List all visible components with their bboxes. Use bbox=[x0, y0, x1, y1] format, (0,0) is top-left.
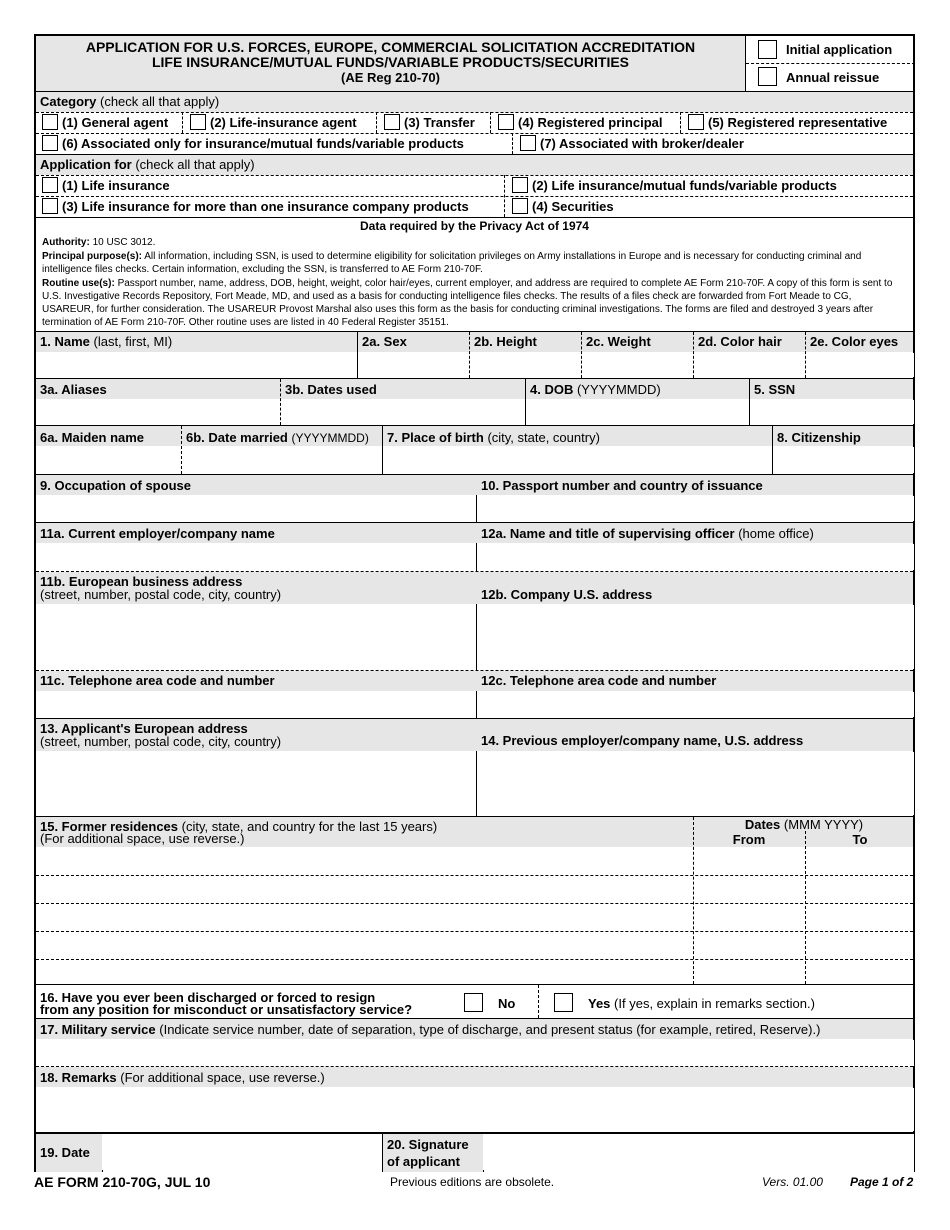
version: Vers. 01.00 bbox=[762, 1175, 823, 1189]
passport-input[interactable] bbox=[478, 496, 914, 521]
field-6a-maiden-name-label: 6a. Maiden name bbox=[40, 430, 145, 445]
date-input[interactable] bbox=[103, 1134, 382, 1172]
european-business-address-input[interactable] bbox=[37, 605, 475, 669]
residence-row-1[interactable] bbox=[37, 848, 692, 874]
category-5-label: (5) Registered representative bbox=[708, 115, 888, 130]
application-for-1-checkbox[interactable] bbox=[42, 177, 58, 193]
field-9-occupation-of-spouse-label: 9. Occupation of spouse bbox=[40, 478, 191, 493]
discharged-no-checkbox[interactable] bbox=[464, 993, 483, 1012]
citizenship-input[interactable] bbox=[774, 447, 914, 473]
form-id: AE FORM 210-70G, JUL 10 bbox=[34, 1174, 211, 1190]
field-15-from-header: From bbox=[732, 832, 766, 847]
us-telephone-input[interactable] bbox=[478, 692, 914, 717]
annual-reissue-label: Annual reissue bbox=[786, 70, 880, 85]
field-7-place-of-birth-label: 7. Place of birth (city, state, country) bbox=[387, 430, 600, 445]
application-for-2-label: (2) Life insurance/mutual funds/variable products bbox=[532, 178, 837, 193]
residence-row-5[interactable] bbox=[37, 961, 692, 983]
field-12b-company-us-address-label: 12b. Company U.S. address bbox=[481, 587, 653, 602]
field-11c-telephone-label: 11c. Telephone area code and number bbox=[40, 673, 275, 688]
field-19-date-label: 19. Date bbox=[40, 1145, 90, 1160]
category-3-label: (3) Transfer bbox=[404, 115, 475, 130]
application-for-1-label: (1) Life insurance bbox=[62, 178, 170, 193]
field-20-signature-label-2: of applicant bbox=[387, 1154, 460, 1169]
obsolete-notice: Previous editions are obsolete. bbox=[390, 1175, 555, 1189]
european-telephone-input[interactable] bbox=[37, 692, 475, 717]
color-eyes-input[interactable] bbox=[807, 353, 914, 377]
form-title bbox=[36, 40, 745, 85]
application-for-2-checkbox[interactable] bbox=[512, 177, 528, 193]
dob-input[interactable] bbox=[527, 400, 748, 424]
annual-reissue-checkbox[interactable] bbox=[758, 67, 777, 86]
field-14-previous-employer-label: 14. Previous employer/company name, U.S. address bbox=[481, 733, 804, 748]
privacy-authority: Authority: 10 USC 3012. bbox=[42, 237, 156, 248]
category-2-checkbox[interactable] bbox=[190, 114, 206, 130]
application-for-4-checkbox[interactable] bbox=[512, 198, 528, 214]
initial-application-label: Initial application bbox=[786, 42, 893, 57]
field-16-question-line-2: from any position for misconduct or unsatisfactory service? bbox=[40, 1002, 413, 1017]
field-2d-color-hair-label: 2d. Color hair bbox=[698, 334, 782, 349]
field-15-former-residences-label: 15. Former residences (city, state, and country for the last 15 years) bbox=[40, 819, 438, 834]
date-married-input[interactable] bbox=[183, 447, 381, 473]
supervising-officer-input[interactable] bbox=[478, 544, 914, 570]
application-for-3-checkbox[interactable] bbox=[42, 198, 58, 214]
residence-row-4[interactable] bbox=[37, 933, 692, 958]
privacy-purpose: Principal purpose(s): All information, including SSN, is used to determine eligibility for solicitation privileges on Army installations in Europe and is necessary for conducting criminal and intelligence files checks. Certain information, excluding the SSN, is transferred to AE Form 210-70F. bbox=[42, 251, 862, 275]
field-3b-dates-used-label: 3b. Dates used bbox=[285, 382, 377, 397]
field-15-dates-header: Dates (MMM YYYY) bbox=[744, 817, 864, 832]
dates-used-input[interactable] bbox=[282, 400, 524, 424]
military-service-input[interactable] bbox=[37, 1040, 914, 1066]
field-16-question-line-1: 16. Have you ever been discharged or forced to resign bbox=[40, 990, 376, 1005]
category-6-checkbox[interactable] bbox=[42, 135, 58, 151]
remarks-input[interactable] bbox=[37, 1088, 914, 1131]
application-for-heading: Application for (check all that apply) bbox=[40, 157, 255, 172]
category-1-label: (1) General agent bbox=[62, 115, 169, 130]
discharged-yes-label: Yes (If yes, explain in remarks section.) bbox=[588, 996, 815, 1011]
field-11b-note: (street, number, postal code, city, country) bbox=[40, 587, 282, 602]
discharged-no-label: No bbox=[498, 996, 516, 1011]
title-line-2: LIFE INSURANCE/MUTUAL FUNDS/VARIABLE PRODUCTS/SECURITIES bbox=[151, 54, 630, 70]
field-11b-european-business-address-label: 11b. European business address bbox=[40, 574, 243, 589]
residence-row-2[interactable] bbox=[37, 877, 692, 902]
category-7-label: (7) Associated with broker/dealer bbox=[540, 136, 744, 151]
category-3-checkbox[interactable] bbox=[384, 114, 400, 130]
field-2b-height-label: 2b. Height bbox=[474, 334, 537, 349]
category-6-label: (6) Associated only for insurance/mutual funds/variable products bbox=[62, 136, 464, 151]
category-1-checkbox[interactable] bbox=[42, 114, 58, 130]
field-11a-current-employer-label: 11a. Current employer/company name bbox=[40, 526, 275, 541]
ssn-input[interactable] bbox=[751, 400, 914, 424]
field-12c-telephone-label: 12c. Telephone area code and number bbox=[481, 673, 717, 688]
height-input[interactable] bbox=[471, 353, 580, 377]
applicant-european-address-input[interactable] bbox=[37, 752, 475, 815]
privacy-heading: Data required by the Privacy Act of 1974 bbox=[360, 219, 589, 233]
field-4-dob-label: 4. DOB (YYYYMMDD) bbox=[530, 382, 661, 397]
company-us-address-input[interactable] bbox=[478, 605, 914, 669]
initial-application-checkbox[interactable] bbox=[758, 40, 777, 59]
field-18-remarks-label: 18. Remarks (For additional space, use reverse.) bbox=[40, 1070, 325, 1085]
field-10-passport-label: 10. Passport number and country of issuance bbox=[481, 478, 763, 493]
field-2e-color-eyes-label: 2e. Color eyes bbox=[810, 334, 899, 349]
category-heading: Category (check all that apply) bbox=[40, 94, 220, 109]
field-6b-date-married-label: 6b. Date married (YYYYMMDD) bbox=[186, 430, 369, 445]
signature-input[interactable] bbox=[484, 1134, 914, 1172]
category-2-label: (2) Life-insurance agent bbox=[210, 115, 357, 130]
field-15-note: (For additional space, use reverse.) bbox=[40, 831, 245, 846]
title-line-1: APPLICATION FOR U.S. FORCES, EUROPE, COMMERCIAL SOLICITATION ACCREDITATION bbox=[85, 39, 696, 55]
field-20-signature-label: 20. Signature bbox=[387, 1137, 469, 1152]
field-12a-supervising-officer-label: 12a. Name and title of supervising officer (home office) bbox=[481, 526, 814, 541]
field-3a-aliases-label: 3a. Aliases bbox=[40, 382, 107, 397]
maiden-name-input[interactable] bbox=[37, 447, 180, 473]
color-hair-input[interactable] bbox=[695, 353, 804, 377]
category-5-checkbox[interactable] bbox=[688, 114, 704, 130]
category-4-checkbox[interactable] bbox=[498, 114, 514, 130]
application-for-4-label: (4) Securities bbox=[532, 199, 614, 214]
field-8-citizenship-label: 8. Citizenship bbox=[777, 430, 861, 445]
field-15-to-header: To bbox=[852, 832, 868, 847]
field-1-name-label: 1. Name (last, first, MI) bbox=[40, 334, 173, 349]
category-4-label: (4) Registered principal bbox=[518, 115, 663, 130]
sex-input[interactable] bbox=[359, 353, 468, 377]
field-2c-weight-label: 2c. Weight bbox=[586, 334, 651, 349]
occupation-of-spouse-input[interactable] bbox=[37, 496, 475, 521]
field-2a-sex-label: 2a. Sex bbox=[362, 334, 407, 349]
header-title-block bbox=[36, 36, 745, 91]
discharged-yes-checkbox[interactable] bbox=[554, 993, 573, 1012]
residence-row-3[interactable] bbox=[37, 905, 692, 930]
aliases-input[interactable] bbox=[37, 400, 279, 424]
previous-employer-input[interactable] bbox=[478, 752, 914, 815]
place-of-birth-input[interactable] bbox=[384, 447, 771, 473]
current-employer-input[interactable] bbox=[37, 544, 475, 570]
application-for-3-label: (3) Life insurance for more than one insurance company products bbox=[62, 199, 469, 214]
page-number: Page 1 of 2 bbox=[850, 1175, 914, 1189]
name-input[interactable] bbox=[37, 353, 356, 377]
field-5-ssn-label: 5. SSN bbox=[754, 382, 796, 397]
weight-input[interactable] bbox=[583, 353, 692, 377]
field-17-military-service-label: 17. Military service (Indicate service number, date of separation, type of discharge, and present status (for example, retired, Reserve).) bbox=[40, 1022, 821, 1037]
form-container bbox=[34, 34, 915, 1172]
field-13-applicant-address-label: 13. Applicant's European address bbox=[40, 721, 248, 736]
regulation-reference: (AE Reg 210-70) bbox=[341, 70, 440, 85]
category-7-checkbox[interactable] bbox=[520, 135, 536, 151]
field-13-note: (street, number, postal code, city, country) bbox=[40, 734, 282, 749]
privacy-routine-uses: Routine use(s): Passport number, name, address, DOB, height, weight, color hair/eyes, current employer, and address are required to complete AE Form 210-70F. A copy of this form is sent to U.S. Investigative Records Repository, Fort Meade, MD, and used as a basis for conducting intelligence files checks. The results of a files check are forwarded from Fort Meade to CG, USAREUR, for further consideration. The USAREUR Provost Marshal also uses this form as the basis for conducting criminal investigations. The forms are filed and destroyed 3 years after termination of AE Form 210-70F. Other routine uses are listed in 40 Federal Register 35151. bbox=[42, 278, 893, 328]
